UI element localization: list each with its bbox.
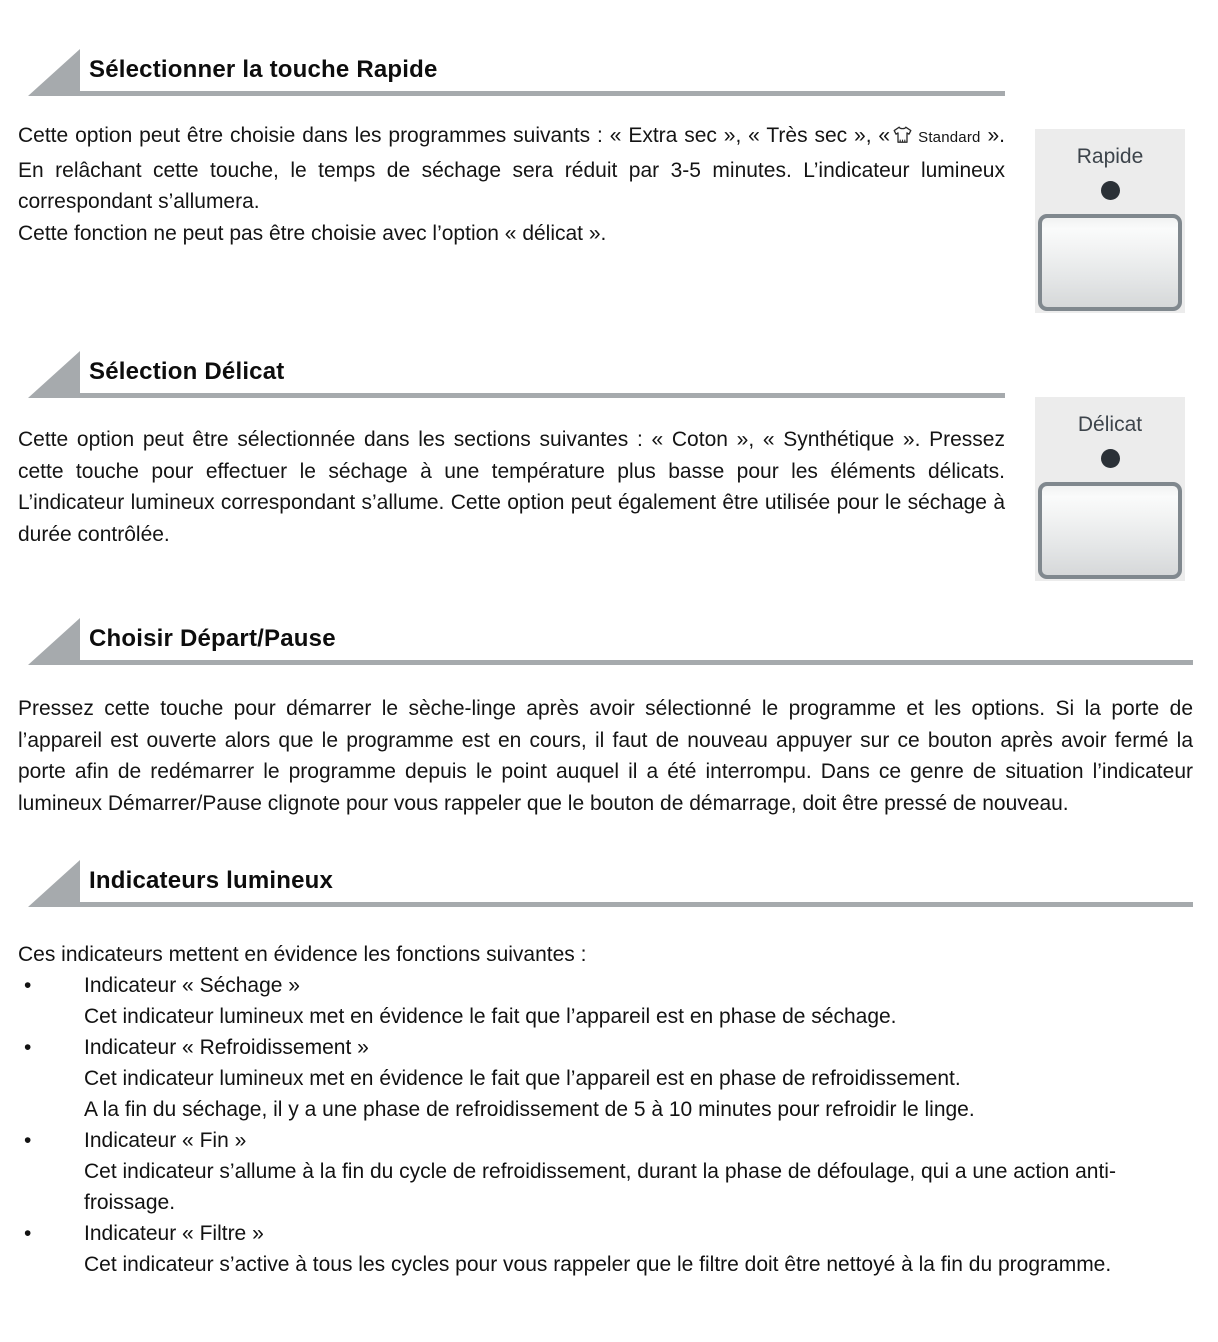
delicat-button-face <box>1038 482 1182 579</box>
item-title: Indicateur « Refroidissement » <box>84 1036 369 1059</box>
paragraph-rapide <box>18 120 1005 249</box>
item-title: Indicateur « Séchage » <box>84 974 300 997</box>
section-header-rule <box>80 613 1193 665</box>
rapide-button-label: Rapide <box>1076 145 1144 168</box>
indicator-list <box>18 970 1193 1280</box>
delicat-indicator-led-icon <box>1101 449 1120 468</box>
section-title-delicat: Sélection Délicat <box>89 358 285 385</box>
bullet-icon: • <box>24 1036 32 1059</box>
paragraph-rapide-part1: Cette option peut être choisie dans les programmes suivants : « Extra sec », « Très sec », « <box>18 124 891 147</box>
section-header-rule <box>80 44 1005 96</box>
section-marker-triangle-icon <box>28 618 80 665</box>
bullet-icon: • <box>24 1222 32 1245</box>
section-header-rapide <box>28 44 1005 96</box>
section-header-rule <box>80 855 1193 907</box>
standard-program-label: Standard <box>918 129 981 146</box>
section-header-rule <box>80 346 1005 398</box>
item-description: Cet indicateur lumineux met en évidence le fait que l’appareil est en phase de séchage. <box>84 1005 897 1028</box>
section-header-indicateurs <box>28 855 1193 907</box>
list-item-filtre <box>18 1218 1193 1280</box>
paragraph-rapide-line2: Cette fonction ne peut pas être choisie avec l’option « délicat ». <box>18 221 607 245</box>
rapide-control-panel <box>1035 129 1185 313</box>
item-description: Cet indicateur s’allume à la fin du cycle de refroidissement, durant la phase de défoulage, qui a une action anti-froissage. <box>84 1160 1116 1214</box>
item-title: Indicateur « Filtre » <box>84 1222 264 1245</box>
delicat-control-panel <box>1035 397 1185 581</box>
section-title-depart-pause: Choisir Départ/Pause <box>89 625 336 652</box>
item-description: Cet indicateur s’active à tous les cycles pour vous rappeler que le filtre doit être nettoyé à la fin du programme. <box>84 1253 1112 1276</box>
section-title-indicateurs: Indicateurs lumineux <box>89 867 334 894</box>
section-header-delicat <box>28 346 1005 398</box>
section-header-depart-pause <box>28 613 1193 665</box>
section-indicateurs <box>18 855 1193 1280</box>
list-item-refroidissement <box>18 1032 1193 1125</box>
indicateurs-intro: Ces indicateurs mettent en évidence les fonctions suivantes : <box>18 943 587 966</box>
section-title-rapide: Sélectionner la touche Rapide <box>89 56 438 83</box>
paragraph-rapide-part2: ». En relâchant cette touche, le temps de séchage sera réduit par 3-5 minutes. L’indicateur lumineux correspondant s’allumera. <box>18 124 1005 213</box>
section-marker-triangle-icon <box>28 49 80 96</box>
delicat-button-label: Délicat <box>1077 413 1143 436</box>
list-item-fin <box>18 1125 1193 1218</box>
section-depart-pause <box>18 613 1193 819</box>
paragraph-depart-pause: Pressez cette touche pour démarrer le sèche-linge après avoir sélectionné le programme et les options. Si la porte de l’appareil est ouverte alors que le programme est en cours, il faut de nouveau appuyer sur ce bouton après avoir fermé la porte afin de redémarrer le programme depuis le point auquel il a été interrompu. Dans ce genre de situation l’indicateur lumineux Démarrer/Pause clignote pour vous rappeler que le bouton de démarrage, doit être pressé de nouveau. <box>18 697 1193 815</box>
bullet-icon: • <box>24 974 32 997</box>
bullet-icon: • <box>24 1129 32 1152</box>
shirt-icon <box>892 123 913 155</box>
section-marker-triangle-icon <box>28 351 80 398</box>
rapide-button-face <box>1038 214 1182 311</box>
section-delicat <box>18 346 1193 550</box>
item-description: Cet indicateur lumineux met en évidence le fait que l’appareil est en phase de refroidissement. <box>84 1067 961 1090</box>
item-description: A la fin du séchage, il y a une phase de refroidissement de 5 à 10 minutes pour refroidir le linge. <box>84 1098 975 1121</box>
rapide-indicator-led-icon <box>1101 181 1120 200</box>
paragraph-delicat: Cette option peut être sélectionnée dans les sections suivantes : « Coton », « Synthétique ». Pressez cette touche pour effectuer le séchage à une température plus basse pour les éléments délicats. L’indicateur lumineux correspondant s’allume. Cette option peut également être utilisée pour le séchage à durée contrôlée. <box>18 428 1005 546</box>
list-item-sechage <box>18 970 1193 1032</box>
item-title: Indicateur « Fin » <box>84 1129 247 1152</box>
section-rapide <box>18 44 1193 249</box>
section-marker-triangle-icon <box>28 860 80 907</box>
